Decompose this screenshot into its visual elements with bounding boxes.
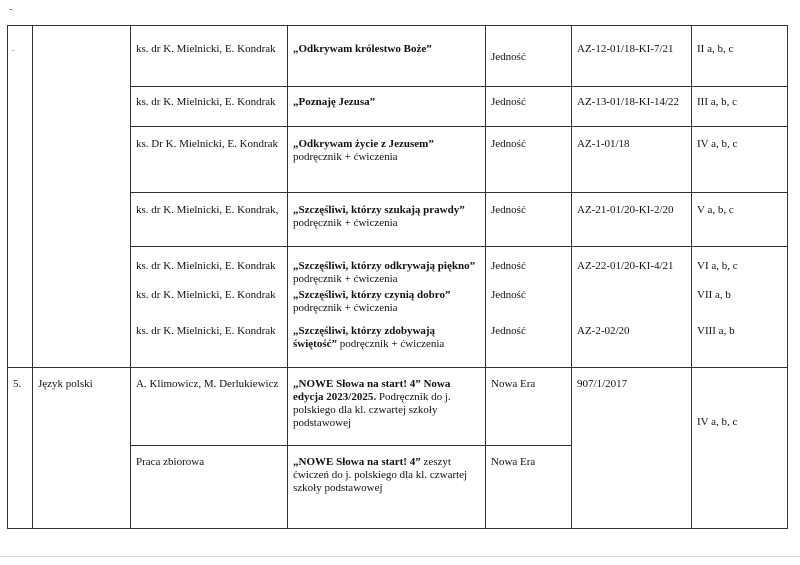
publisher-cell: Jedność <box>486 247 572 287</box>
title-text: „NOWE Słowa na start! 4” <box>293 455 421 468</box>
title-extra: podręcznik + ćwiczenia <box>293 273 398 285</box>
title-text: „Odkrywam życie z Jezusem” <box>293 138 434 150</box>
author-cell: ks. dr K. Mielnicki, E. Kondrak <box>131 247 288 287</box>
publisher-cell: Jedność <box>486 87 572 127</box>
classes-cell: VIII a, b <box>692 321 788 367</box>
publisher-cell: Nowa Era <box>486 445 572 528</box>
author-cell: ks. dr K. Mielnicki, E. Kondrak, <box>131 193 288 247</box>
title-text: „NOWE Słowa na start! 4” Nowa edycja 2023/2025. <box>293 377 451 403</box>
approval-number-cell: 907/1/2017 <box>572 367 692 528</box>
publisher-cell: Jedność <box>486 193 572 247</box>
author-cell: A. Klimowicz, M. Derlukiewicz <box>131 367 288 445</box>
title-cell <box>288 193 486 247</box>
approval-number-cell: AZ-22-01/20-KI-4/21 <box>572 247 692 287</box>
page-edge <box>0 556 800 557</box>
classes-cell: VII a, b <box>692 286 788 321</box>
title-extra: podręcznik + ćwiczenia <box>337 338 445 350</box>
title-text: „Szczęśliwi, którzy zdobywają świętość” <box>293 325 436 350</box>
title-text: „Poznaję Jezusa” <box>293 96 376 108</box>
number-cell <box>8 26 33 368</box>
approval-number-cell <box>572 286 692 321</box>
title-text: „Szczęśliwi, którzy szukają prawdy” <box>293 204 465 216</box>
title-cell <box>288 445 486 528</box>
title-cell <box>288 286 486 321</box>
approval-number-cell: AZ-12-01/18-KI-7/21 <box>572 26 692 87</box>
publisher-cell: Jedność <box>486 321 572 367</box>
title-extra: podręcznik + ćwiczenia <box>293 302 398 314</box>
publisher-cell: Jedność <box>486 286 572 321</box>
author-cell: Praca zbiorowa <box>131 445 288 528</box>
title-extra: Podręcznik do j. polskiego dla kl. czwartej szkoły podstawowej <box>293 390 451 429</box>
table-row <box>8 26 788 87</box>
author-cell: ks. dr K. Mielnicki, E. Kondrak <box>131 87 288 127</box>
title-cell <box>288 127 486 193</box>
title-extra: zeszyt ćwiczeń do j. polskiego dla kl. czwartej szkoły podstawowej <box>293 455 468 494</box>
title-cell <box>288 321 486 367</box>
title-cell <box>288 367 486 445</box>
author-cell: ks. Dr K. Mielnicki, E. Kondrak <box>131 127 288 193</box>
author-cell: ks. dr K. Mielnicki, E. Kondrak <box>131 321 288 367</box>
table-row <box>8 367 788 445</box>
number-cell: 5. <box>8 367 33 528</box>
page-mark: - <box>9 4 13 15</box>
subject-cell <box>33 26 131 368</box>
classes-cell: VI a, b, c <box>692 247 788 287</box>
classes-cell: IV a, b, c <box>692 127 788 193</box>
title-text: „Szczęśliwi, którzy czynią dobro” <box>293 289 451 301</box>
approval-number-cell: AZ-2-02/20 <box>572 321 692 367</box>
approval-number-cell: AZ-21-01/20-KI-2/20 <box>572 193 692 247</box>
title-text: „Odkrywam królestwo Boże” <box>293 43 432 55</box>
publisher-cell: Jedność <box>486 127 572 193</box>
publisher-cell: Jedność <box>486 26 572 87</box>
classes-cell: II a, b, c <box>692 26 788 87</box>
classes-cell: III a, b, c <box>692 87 788 127</box>
title-cell <box>288 26 486 87</box>
row-mark: - <box>12 46 15 54</box>
title-cell <box>288 87 486 127</box>
textbook-table <box>7 25 788 529</box>
approval-number-cell: AZ-13-01/18-KI-14/22 <box>572 87 692 127</box>
classes-cell: IV a, b, c <box>692 367 788 528</box>
title-extra: podręcznik + ćwiczenia <box>293 151 398 163</box>
author-cell: ks. dr K. Mielnicki, E. Kondrak <box>131 286 288 321</box>
classes-cell: V a, b, c <box>692 193 788 247</box>
title-text: „Szczęśliwi, którzy odkrywają piękno” <box>293 260 476 272</box>
subject-cell: Język polski <box>33 367 131 528</box>
approval-number-cell: AZ-1-01/18 <box>572 127 692 193</box>
publisher-cell: Nowa Era <box>486 367 572 445</box>
title-cell <box>288 247 486 287</box>
title-extra: podręcznik + ćwiczenia <box>293 217 398 229</box>
author-cell: ks. dr K. Mielnicki, E. Kondrak <box>131 26 288 87</box>
